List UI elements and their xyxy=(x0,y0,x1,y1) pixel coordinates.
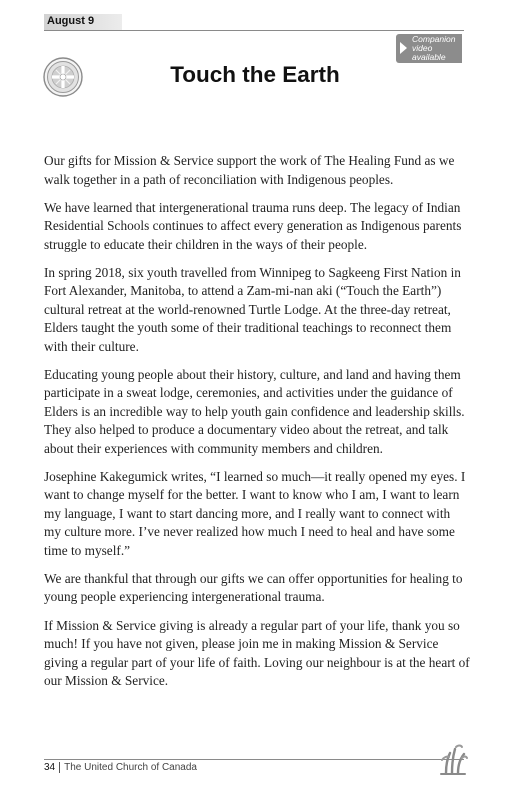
paragraph: We have learned that intergenerational trauma runs deep. The legacy of Indian Residential Schools continues to affect every generation as Indigenous parents struggle to educate their children in the ways of their people. xyxy=(44,199,462,252)
paragraph: Our gifts for Mission & Service support the work of The Healing Fund as we walk together in a path of reconciliation with Indigenous peoples. xyxy=(44,153,455,187)
page-title: Touch the Earth xyxy=(170,62,340,87)
companion-video-label xyxy=(412,35,462,62)
organization-name: The United Church of Canada xyxy=(64,762,197,773)
mission-service-logo-icon xyxy=(438,743,468,777)
paragraph: In spring 2018, six youth travelled from Winnipeg to Sagkeeng First Nation in Fort Alexander, Manitoba, to attend a Zam-mi-nan aki (“Touch the Earth”) cultural retreat at the world-renowned Turtle Lodge. At the three-day retreat, Elders taught the youth some of their traditional teachings to reconnect them with their culture. xyxy=(44,264,461,354)
paragraph: If Mission & Service giving is already a regular part of your life, thank you so much! If you have not given, please join me in making Mission & Service giving a regular part of your life of faith. Loving our neighbour is at the heart of our Mission & Service. xyxy=(44,617,470,689)
companion-line-2: video xyxy=(412,43,433,53)
date-header xyxy=(44,14,464,31)
page-number: 34 xyxy=(44,762,60,773)
page-footer xyxy=(44,762,197,773)
date-tab xyxy=(44,14,122,30)
companion-line-3: available xyxy=(412,52,446,62)
play-arrow-icon xyxy=(400,42,407,54)
companion-video-badge[interactable] xyxy=(396,34,462,63)
church-crest-icon xyxy=(43,57,83,97)
paragraph: Educating young people about their history, culture, and land and having them participate in a sweat lodge, ceremonies, and activities under the guidance of Elders is an incredible way to help youth gain confidence and leadership skills. They also helped to produce a documentary video about the retreat, and talk about their experiences with community members and children. xyxy=(44,366,465,456)
paragraph: Josephine Kakegumick writes, “I learned so much—it really opened my eyes. I want to change myself for the better. I want to know who I am, I want to learn my language, I want to start dancing more, and I really want to connect with my culture more. I’ve never realized how much I need to heal and have some time to myself.” xyxy=(44,468,466,558)
companion-line-1: Companion xyxy=(412,34,456,44)
body-text xyxy=(44,152,470,700)
paragraph: We are thankful that through our gifts we can offer opportunities for healing to young people experiencing intergenerational trauma. xyxy=(44,570,463,605)
date-label: August 9 xyxy=(47,15,95,27)
footer-divider xyxy=(44,759,464,760)
